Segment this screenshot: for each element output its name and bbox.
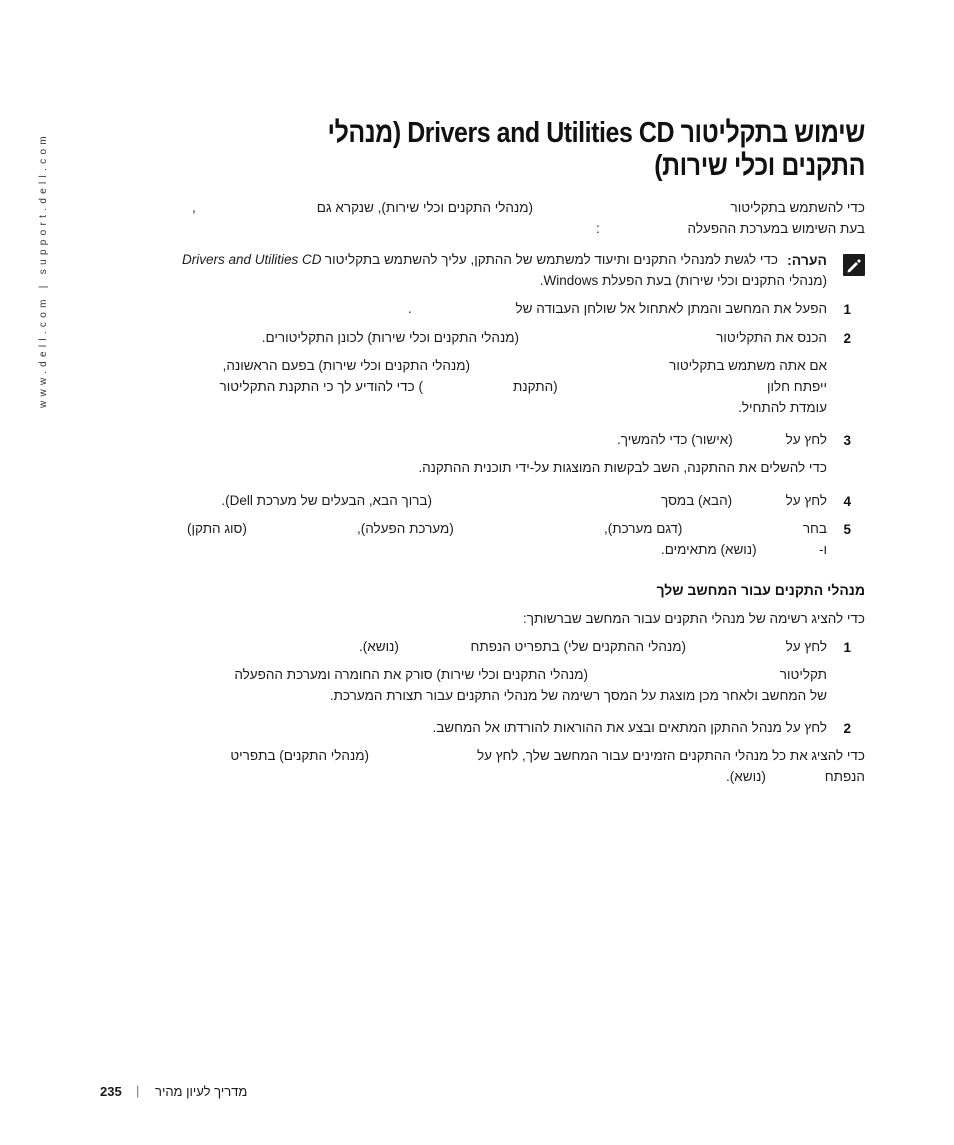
step-number: 3 [843,433,851,448]
page-title-line2: התקנים וכלי שירות) [654,150,865,182]
step-text: (ברוך הבא, הבעלים של מערכת Dell). [221,493,432,508]
step-text: הפעל את המחשב והמתן לאתחול אל שולחן העבודה של [515,301,827,316]
step-text: (אישור) כדי להמשיך. [617,432,733,447]
note-text: Drivers and Utilities CD [182,252,322,267]
step-text: של המחשב ולאחר מכן מוצגת על המסך רשימה של מנהלי התקנים עבור תצורת המערכת. [329,688,827,703]
section-text: כדי להציג את כל מנהלי ההתקנים הזמינים עבור המחשב שלך, לחץ על [476,748,865,763]
section-text: הנפתח [824,769,865,784]
step-text: אם אתה משתמש בתקליטור [669,358,827,373]
step-text: לחץ על [785,639,827,654]
step-number: 1 [843,640,851,655]
step-text: (התקנת [513,379,558,394]
step-number: 5 [843,522,851,537]
step-text: (נושא) מתאימים. [661,542,757,557]
step-number: 2 [843,331,851,346]
section-intro: כדי להציג רשימה של מנהלי התקנים עבור המחשב שברשותך: [522,611,865,626]
step-text: (מנהלי התקנים וכלי שירות) לכונן התקליטורים. [261,330,519,345]
note-text: כדי לגשת למנהלי התקנים ותיעוד למשתמש של ההתקן, עליך להשתמש בתקליטור [324,252,778,267]
step-number: 4 [843,494,851,509]
step-text: לחץ על מנהל ההתקן המתאים ובצע את ההוראות להורדתו אל המחשב. [432,720,827,735]
step-text: לחץ על [785,493,827,508]
step-text: ייפתח חלון [767,379,827,394]
step-number: 2 [843,721,851,736]
footer-separator: | [136,1083,140,1098]
step-text: (מנהלי ההתקנים שלי) בתפריט הנפתח [470,639,686,654]
step-text: (סוג התקן) [187,521,247,536]
section-heading: מנהלי התקנים עבור המחשב שלך [656,582,865,598]
step-text: תקליטור [779,667,827,682]
note-label: הערה: [787,252,827,268]
intro-text: כדי להשתמש בתקליטור [730,200,865,215]
step-text: ) כדי להודיע לך כי התקנת התקליטור [219,379,423,394]
step-text: . [408,301,412,316]
section-text: (נושא). [726,769,766,784]
intro-text: בעת השימוש במערכת ההפעלה [687,221,865,236]
step-text: בחר [802,521,827,536]
step-text: (מנהלי התקנים וכלי שירות) בפעם הראשונה, [222,358,470,373]
step-text: לחץ על [785,432,827,447]
step-text: כדי להשלים את ההתקנה, השב לבקשות המוצגות על-ידי תוכנית ההתקנה. [418,460,827,475]
step-text: הכנס את התקליטור [716,330,827,345]
note-icon [843,254,865,276]
step-text: ו- [818,542,827,557]
side-url: www.dell.com | support.dell.com [38,132,49,408]
step-text: (נושא). [359,639,399,654]
section-text: (מנהלי התקנים) בתפריט [230,748,369,763]
intro-text: (מנהלי התקנים וכלי שירות), שנקרא גם [316,200,533,215]
step-number: 1 [843,302,851,317]
intro-text: : [596,221,600,236]
footer-title: מדריך לעיון מהיר [155,1084,248,1099]
step-text: (מערכת הפעלה), [357,521,454,536]
step-text: (דגם מערכת), [604,521,683,536]
page-title-line1: שימוש בתקליטור Drivers and Utilities CD (מנהלי [327,117,865,149]
intro-text: , [192,200,196,215]
step-text: (הבא) במסך [661,493,733,508]
note-text: (מנהלי התקנים וכלי שירות) בעת הפעלת Windows. [539,273,827,288]
step-text: עומדת להתחיל. [738,400,827,415]
step-text: (מנהלי התקנים וכלי שירות) סורק את החומרה ומערכת ההפעלה [234,667,588,682]
page-number: 235 [100,1084,122,1099]
